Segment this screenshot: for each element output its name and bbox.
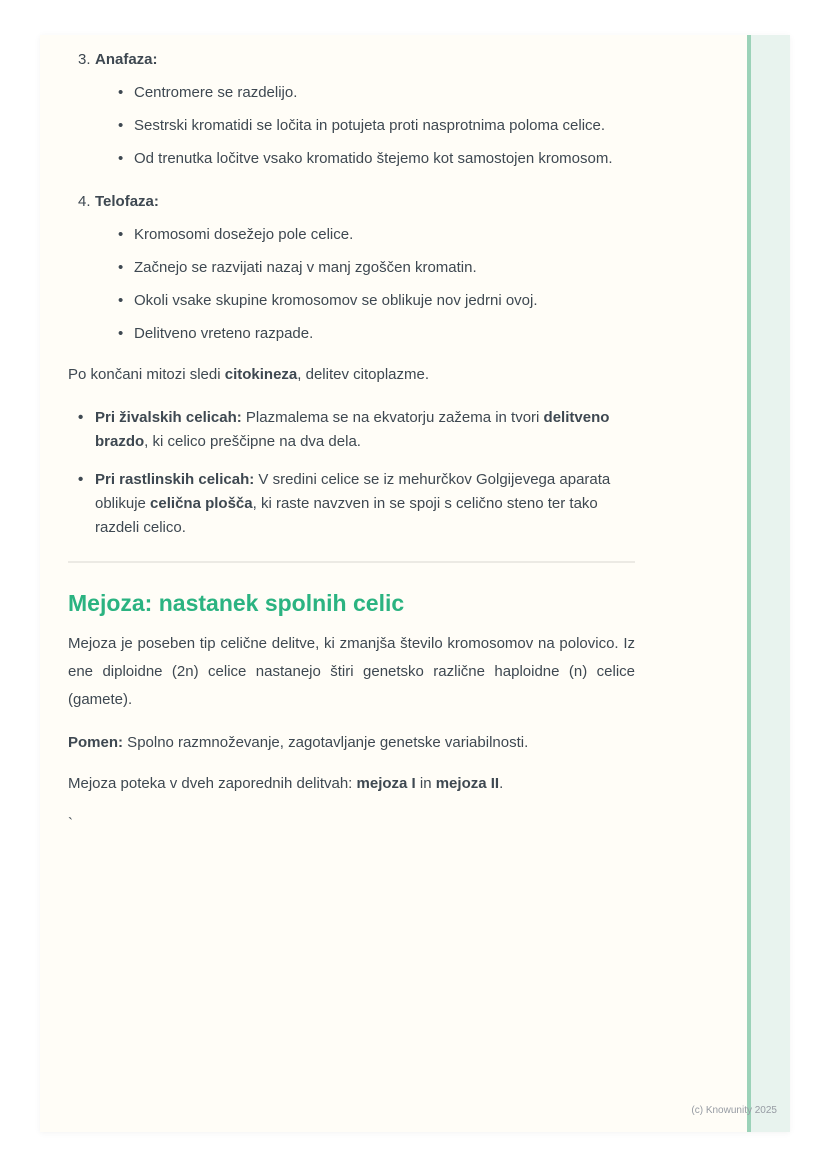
- text: Plazmalema se na ekvatorju zažema in tvori: [241, 409, 544, 426]
- document-page: [40, 35, 790, 1132]
- text: Začnejo se razvijati nazaj v manj zgoščen kromatin.: [134, 259, 477, 276]
- bullet-item: [134, 81, 635, 105]
- bold-text: celična plošča: [150, 495, 253, 512]
- text: Spolno razmnoževanje, zagotavljanje genetske variabilnosti.: [123, 734, 529, 751]
- phase-heading: [78, 190, 635, 214]
- text: , delitev citoplazme.: [297, 366, 430, 383]
- text: Kromosomi dosežejo pole celice.: [134, 226, 354, 243]
- text: , ki raste navzven in se spoji s celično steno ter tako razdeli celico.: [95, 495, 598, 536]
- bullet-item: [134, 223, 635, 247]
- text: Delitveno vreteno razpade.: [134, 325, 314, 342]
- text: Okoli vsake skupine kromosomov se oblikuje nov jedrni ovoj.: [134, 292, 538, 309]
- bold-text: Pri rastlinskih celicah:: [95, 471, 255, 488]
- phase-bullet-list: [68, 223, 635, 346]
- mitosis-phase-list: [68, 48, 635, 346]
- text: .: [499, 775, 504, 792]
- cytokinesis-paragraph: [68, 363, 635, 387]
- copyright-footer: (c) Knowunity 2025: [691, 1105, 777, 1116]
- page-content: [40, 35, 635, 836]
- bullet-item: [134, 114, 635, 138]
- bold-text: delitveno brazdo: [95, 409, 610, 450]
- section-divider: [68, 561, 635, 563]
- meiosis-importance-paragraph: [68, 731, 635, 755]
- phase-title: Anafaza:: [95, 51, 158, 68]
- text: Mejoza poteka v dveh zaporednih delitvah:: [68, 775, 357, 792]
- text: Centromere se razdelijo.: [134, 84, 298, 101]
- numbered-section: [68, 48, 635, 171]
- bullet-item: [134, 289, 635, 313]
- text: V sredini celice se iz mehurčkov Golgijevega aparata oblikuje: [95, 471, 611, 512]
- text: Sestrski kromatidi se ločita in potujeta proti nasprotnima poloma celice.: [134, 117, 606, 134]
- phase-title: Telofaza:: [95, 193, 159, 210]
- list-number: 4.: [78, 193, 91, 210]
- meiosis-heading: Mejoza: nastanek spolnih celic: [68, 590, 405, 616]
- text: Po končani mitozi sledi: [68, 366, 225, 383]
- bold-text: citokineza: [224, 366, 298, 383]
- text: in: [415, 775, 436, 792]
- bullet-item: [134, 322, 635, 346]
- meiosis-intro-paragraph: Mejoza je poseben tip celične delitve, ki zmanjša število kromosomov na polovico. Iz ene diploidne (2n) celice nastanejo štiri genetsko različne haploidne (n) celice (gamete).: [68, 635, 635, 708]
- meiosis-divisions-paragraph: [68, 772, 635, 796]
- stray-backtick: `: [68, 815, 73, 832]
- text: Od trenutka ločitve vsako kromatido štejemo kot samostojen kromosom.: [134, 150, 613, 167]
- bullet-item: [95, 468, 635, 540]
- numbered-section: [68, 190, 635, 346]
- cell-type-list: [68, 406, 635, 540]
- page-edge-stripe: [747, 35, 790, 1132]
- bullet-item: [134, 256, 635, 280]
- list-number: 3.: [78, 51, 91, 68]
- phase-heading: [78, 48, 635, 72]
- bold-text: mejoza II: [435, 775, 500, 792]
- bold-text: Pri živalskih celicah:: [95, 409, 242, 426]
- bullet-item: [134, 147, 635, 171]
- phase-bullet-list: [68, 81, 635, 171]
- bold-text: mejoza I: [356, 775, 416, 792]
- bullet-item: [95, 406, 635, 454]
- text: , ki celico preščipne na dva dela.: [144, 433, 361, 450]
- bold-text: Pomen:: [68, 734, 124, 751]
